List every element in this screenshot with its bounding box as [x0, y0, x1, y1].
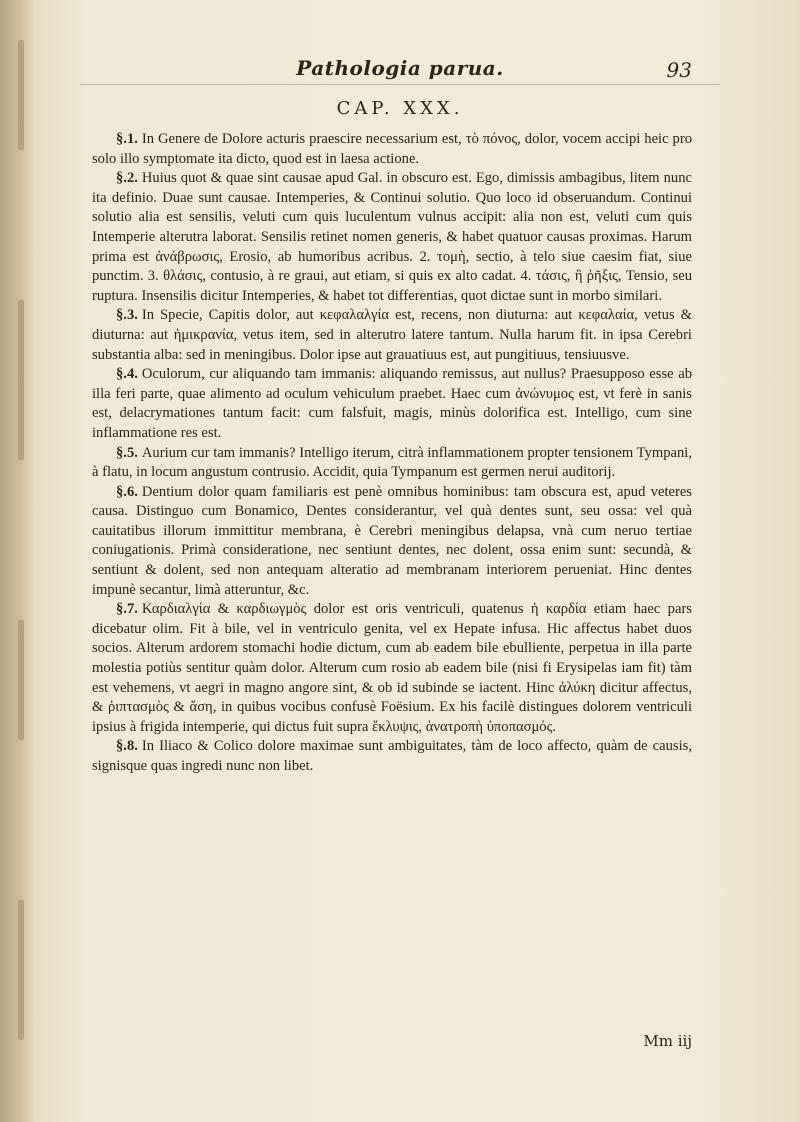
body-text	[92, 130, 692, 777]
paragraph-text: In Iliaco & Colico dolore maximae sunt ambiguitates, tàm de loco affecto, quàm de causis, signisque quas ingredi nunc non libet.	[92, 738, 692, 774]
paragraph-text: Καρδιαλγία & καρδιωγμὸς dolor est oris ventriculi, quatenus ἡ καρδία etiam haec pars dicebatur olim. Fit à bile, vel in ventriculo genita, vel ex Hepate infusa. Hic affectus habet duos socios. Alterum ardorem stomachi hodie dictum, cum ab eadem bile ebulliente, perpetua in illa parte molestia potiùs sentitur quàm dolor. Alterum cum rosio ab eadem bile (nisi fi Erysipelas iam fit) tàm est vehemens, vt aegri in magno angore sint, & ob id subinde se iactent. Hinc ἀλύκη dicitur affectus, & ῥιπτασμὸς & ἄση, in quibus vocibus confusè Foësium. Ex his facilè distingues dolorem ventriculi ipsius à frigida intemperie, qui dictus fuit supra ἔκλυψις, ἀνατροπὴ ὑποπασμός.	[92, 601, 692, 735]
section-number: §.3.	[116, 307, 138, 324]
paragraph	[92, 737, 692, 776]
header-rule	[80, 84, 720, 85]
spine-mark	[18, 620, 24, 740]
paragraph	[92, 169, 692, 306]
paragraph-text: Aurium cur tam immanis? Intelligo iterum, citrà inflammationem propter tensionem Tympani, à flatu, in locum angustum contrusio. Accidit, quia Tympanum est germen nerui auditorij.	[92, 444, 692, 481]
section-number: §.5.	[116, 444, 138, 461]
paragraph	[92, 600, 692, 737]
running-title: Pathologia parua.	[296, 56, 504, 80]
section-number: §.6.	[116, 483, 138, 500]
spine-mark	[18, 900, 24, 1040]
paragraph	[92, 130, 692, 169]
paragraph	[92, 483, 692, 601]
section-number: §.2.	[116, 170, 138, 187]
paragraph-text: In Specie, Capitis dolor, aut κεφαλαλγία est, recens, non diuturna: aut κεφαλαία, vetus & diuturna: aut ἡμικρανία, vetus item, sed in alterutro latere tantum. Nulla harum fit. in ipsa Cerebri substantia alba: sed in meningibus. Dolor ipse aut grauatiuus est, aut pungitiuus, tensiuusve.	[92, 307, 692, 363]
page-spine-shadow	[0, 0, 34, 1122]
paragraph	[92, 365, 692, 443]
section-number: §.1.	[116, 131, 138, 147]
paragraph-text: Dentium dolor quam familiaris est penè omnibus hominibus: tam obscura est, apud veteres causa. Distinguo cum Bonamico, Dentes considerantur, vel quà dentes sunt, seu ossa: vel quà cauitatibus illorum immittitur membrana, è Cerebri meningibus delapsa, vnà cum neruo tertiae coniugationis. Primà consideratione, nec sentiunt dentes, nec dolent, ossa enim sunt: secundà, & sentiunt & dolent, sed non antequam alteratio ad membranam interiorem perueniat. Hinc dentes impunè secantur, limà atteruntur, &c.	[92, 483, 692, 598]
paragraph-text: Oculorum, cur aliquando tam immanis: aliquando remissus, aut nullus? Praesupposo esse ab illa feri parte, quae alimento ad oculum vehiculum praebet. Haec cum ἀνώνυμος est, vt ferè in sanis est, delacrymationes tantum facit: cum falsfuit, magis, minùs dolorifica est. Intelligo, cum sine inflammatione res est.	[92, 366, 692, 441]
section-number: §.8.	[116, 738, 138, 755]
paragraph	[92, 306, 692, 365]
paragraph	[92, 444, 692, 483]
paragraph-text: Huius quot & quae sint causae apud Gal. in obscuro est. Ego, dimissis ambagibus, litem nunc ita definio. Duae sunt causae. Intemperies, & Continui solutio. Quo loco id obseruandum. Continui solutio alia est sensilis, veluti cum quis luculentum vulnus accipit: alia non est, veluti cum quis Intemperie alterutra laborat. Sensilis retinet nomen generis, & habet quatuor causas proximas. Harum prima est ἀνάβρωσις, Erosio, ab humoribus acribus. 2. τομὴ, sectio, à telo siue caesim fiat, siue punctim. 3. θλάσις, contusio, à re graui, aut etiam, si quis ex alto cadat. 4. τάσις, ἢ ῥῆξις, Tensio, seu ruptura. Insensilis dicitur Intemperies, & habet tot differentias, quot dictae sunt in morbo similari.	[92, 170, 692, 304]
chapter-heading: CAP. XXX.	[336, 98, 464, 119]
section-number: §.4.	[116, 366, 138, 383]
paragraph-text: In Genere de Dolore acturis praescire necessarium est, τὸ πόνος, dolor, vocem accipi heic pro solo illo symptomate ita dicto, quod est in laesa actione.	[92, 131, 692, 167]
signature-mark: Mm iij	[643, 1032, 692, 1050]
page-number: 93	[666, 58, 692, 82]
spine-mark	[18, 300, 24, 460]
section-number: §.7.	[116, 601, 138, 618]
